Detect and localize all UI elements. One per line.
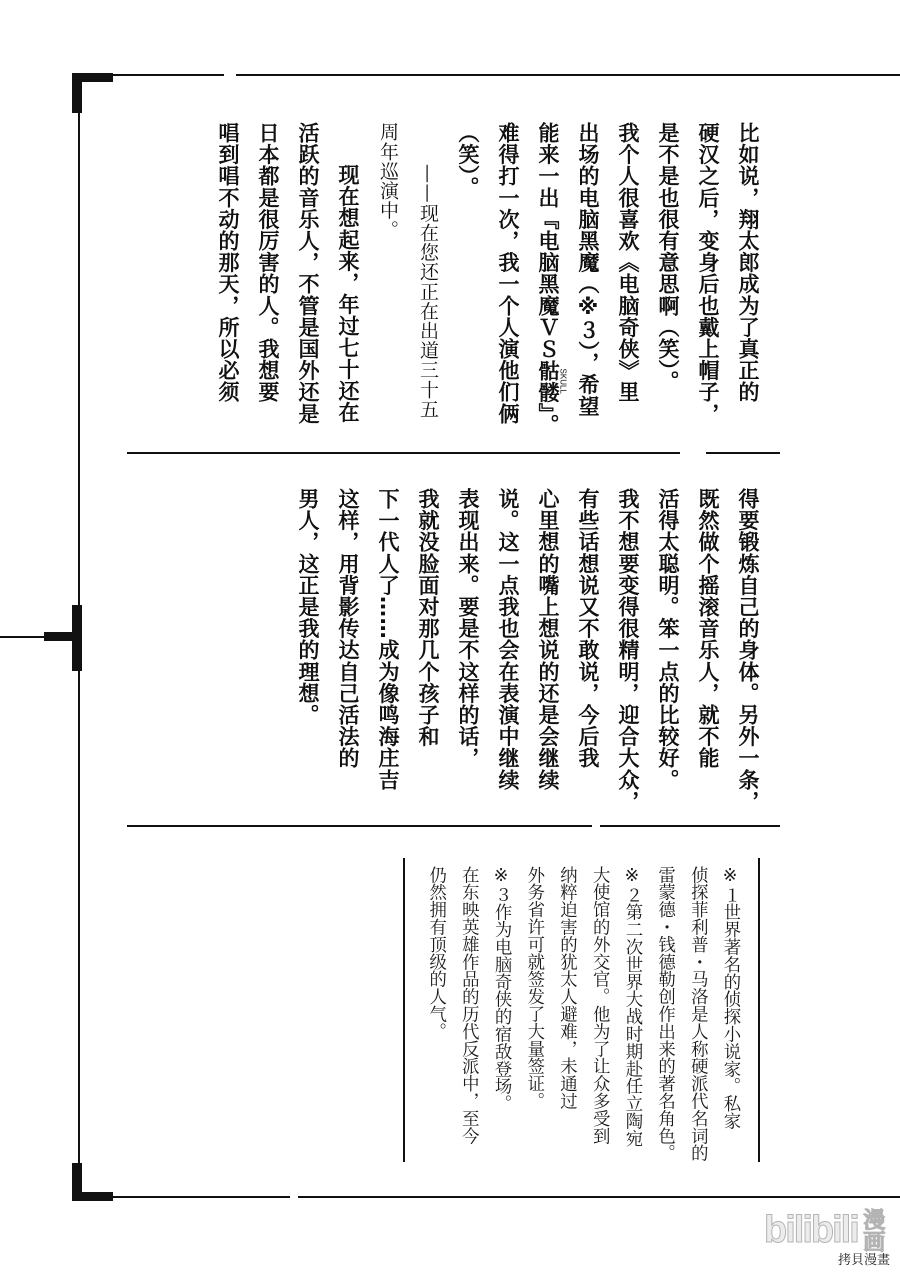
text-column: 有些话想说又不敢说，今后我	[576, 488, 600, 769]
frame-bottom-line	[298, 1196, 900, 1198]
text-column: 说。这一点我也会在表演中继续	[496, 488, 520, 791]
text-column: 比如说，翔太郎成为了真正的	[736, 122, 760, 403]
footnote-column: 纳粹迫害的犹太人避难，未通过	[556, 866, 577, 1110]
text-column: 难得打一次，我一个人演他们俩	[496, 122, 520, 425]
interview-answer-column: 现在想起来，年过七十还在	[336, 164, 360, 424]
frame-left-center-tick	[44, 632, 82, 641]
frame-top-line	[236, 74, 900, 76]
interview-question-column: 周年巡演中。	[377, 122, 399, 240]
footnotes-block	[419, 866, 746, 1162]
footnote-column: ※３作为电脑奇侠的宿敌登场。	[491, 866, 512, 1113]
footnote-column: ※１世界著名的侦探小说家。私家	[720, 866, 740, 1130]
text-column: 下一代人了……成为像鸣海庄吉	[376, 488, 400, 791]
footnote-column: 在东映英雄作品的历代反派中，至今	[458, 866, 479, 1145]
text-column: 活得太聪明。笨一点的比较好。	[656, 488, 680, 791]
text-segment: 能来一出『电脑黑魔ＶＳ	[536, 122, 560, 360]
section-divider	[600, 825, 780, 827]
interview-question-column: ——现在您还正在出道三十五	[417, 164, 439, 419]
footnote-column: ※２第二次世界大战时期赴任立陶宛	[621, 866, 642, 1147]
text-column-with-ruby	[528, 122, 568, 436]
text-column: 这样，用背影传达自己活法的	[336, 488, 360, 769]
footnote-column: 仍然拥有顶级的人气。	[425, 866, 446, 1040]
interview-answer-column: 日本都是很厉害的人。我想要	[256, 122, 280, 403]
section-divider	[706, 452, 780, 454]
notes-box-right-rule	[758, 858, 760, 1162]
footnote-column: 侦探菲利普・马洛是人称硬派代名词的	[687, 866, 708, 1162]
text-column: 我个人很喜欢《电脑奇侠》里	[616, 122, 640, 403]
ruby-text: SKULL	[558, 359, 568, 403]
corner-bracket-top-left-vertical	[72, 73, 82, 113]
text-segment: 』。	[536, 402, 560, 436]
footnote-column: 大使馆的外交官。他为了让众多受到	[589, 866, 610, 1145]
article-middle-block	[288, 488, 768, 812]
footnote-column: 雷蒙德・钱德勒创作出来的著名角色。	[654, 866, 675, 1162]
footnote-column: 外务省许可就签发了大量签证。	[523, 866, 544, 1110]
text-column: 出场的电脑黑魔（※３），希望	[576, 122, 600, 417]
section-divider	[127, 825, 592, 827]
frame-left-line	[78, 112, 80, 605]
corner-bracket-bottom-left-horizontal	[72, 1192, 113, 1201]
frame-top-line	[112, 74, 224, 76]
text-column: （笑）。	[456, 122, 480, 198]
interview-answer-column: 活跃的音乐人，不管是国外还是	[296, 122, 320, 425]
watermark-logo-suffix: 漫画	[859, 1208, 885, 1252]
text-column: 既然做个摇滚音乐人，就不能	[696, 488, 720, 769]
article-top-block	[208, 122, 768, 436]
text-column: 心里想的嘴上想说的还是会继续	[536, 488, 560, 791]
watermark-source-text: 拷貝漫畫	[837, 1253, 890, 1268]
watermark-logo-text: bilibili	[764, 1209, 858, 1251]
notes-box-left-rule	[403, 858, 405, 1162]
ruby-base: 骷髅	[536, 359, 560, 403]
interview-answer-column: 唱到唱不动的那天，所以必须	[216, 122, 240, 403]
frame-left-crop-line	[0, 636, 44, 638]
section-divider	[127, 452, 680, 454]
text-column: 得要锻炼自己的身体。另外一条，	[736, 488, 760, 812]
bilibili-manga-watermark	[764, 1204, 884, 1256]
text-column: 硬汉之后，变身后也戴上帽子，	[696, 122, 720, 425]
text-column: 表现出来。要是不这样的话，	[456, 488, 480, 769]
text-column: 我不想要变得很精明，迎合大众，	[616, 488, 640, 812]
frame-bottom-line	[112, 1196, 290, 1198]
text-column: 我就没脸面对那几个孩子和	[416, 488, 440, 748]
text-column: 男人，这正是我的理想。	[296, 488, 320, 726]
text-column: 是不是也很有意思啊（笑）。	[656, 122, 680, 393]
ruby-annotation	[536, 359, 568, 403]
frame-left-line	[78, 671, 80, 1163]
